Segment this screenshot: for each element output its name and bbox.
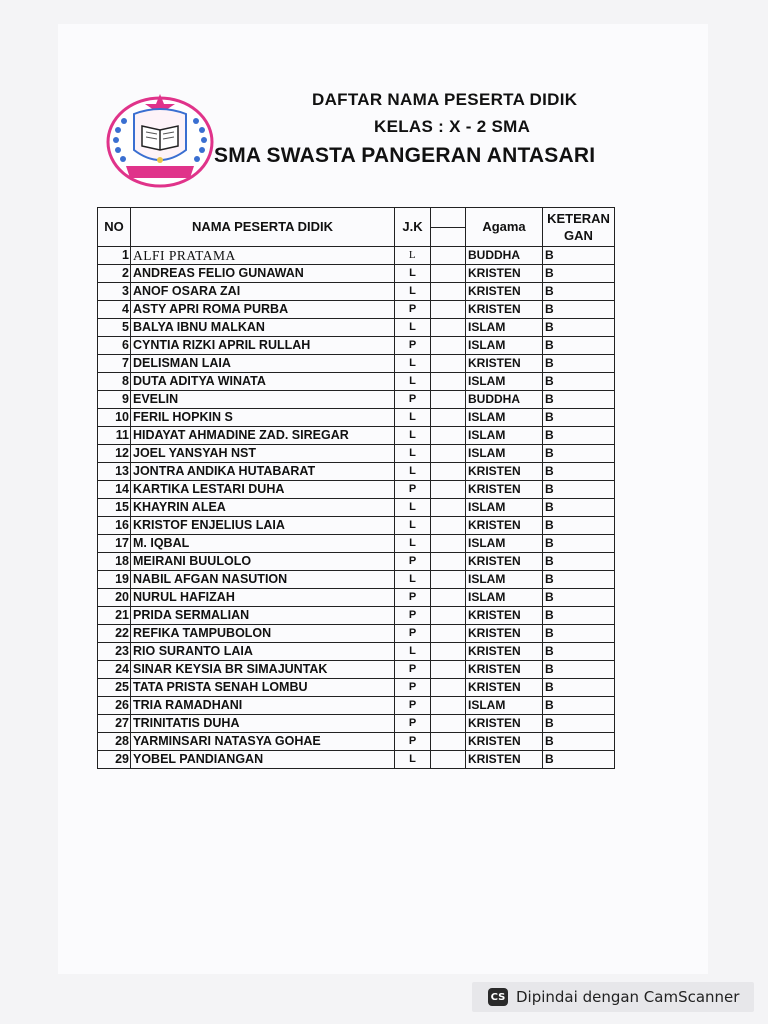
table-row [98, 517, 615, 535]
religion: KRISTEN [466, 733, 543, 751]
gender: L [395, 355, 431, 373]
religion: ISLAM [466, 445, 543, 463]
row-number: 29 [98, 751, 131, 769]
student-name: JONTRA ANDIKA HUTABARAT [131, 463, 395, 481]
table-row [98, 283, 615, 301]
row-number: 5 [98, 319, 131, 337]
table-row [98, 535, 615, 553]
remark: B [543, 283, 615, 301]
religion: KRISTEN [466, 679, 543, 697]
blank-cell [431, 553, 466, 571]
table-row [98, 751, 615, 769]
header-name: NAMA PESERTA DIDIK [131, 208, 395, 247]
row-number: 15 [98, 499, 131, 517]
student-name: TRIA RAMADHANI [131, 697, 395, 715]
remark: B [543, 571, 615, 589]
table-row [98, 427, 615, 445]
row-number: 7 [98, 355, 131, 373]
gender: P [395, 661, 431, 679]
remark: B [543, 679, 615, 697]
student-name: ASTY APRI ROMA PURBA [131, 301, 395, 319]
remark: B [543, 589, 615, 607]
blank-cell [431, 661, 466, 679]
student-name: TATA PRISTA SENAH LOMBU [131, 679, 395, 697]
remark: B [543, 517, 615, 535]
row-number: 6 [98, 337, 131, 355]
header-jk: J.K [395, 208, 431, 247]
remark: B [543, 715, 615, 733]
blank-cell [431, 751, 466, 769]
gender: P [395, 301, 431, 319]
religion: ISLAM [466, 589, 543, 607]
gender: L [395, 499, 431, 517]
row-number: 3 [98, 283, 131, 301]
row-number: 11 [98, 427, 131, 445]
remark: B [543, 481, 615, 499]
remark: B [543, 733, 615, 751]
blank-cell [431, 247, 466, 265]
gender: P [395, 715, 431, 733]
religion: ISLAM [466, 337, 543, 355]
gender: P [395, 697, 431, 715]
gender: L [395, 571, 431, 589]
table-row [98, 391, 615, 409]
blank-cell [431, 535, 466, 553]
blank-cell [431, 571, 466, 589]
row-number: 19 [98, 571, 131, 589]
header-agama: Agama [466, 208, 543, 247]
table-row [98, 661, 615, 679]
table-row [98, 337, 615, 355]
table-row [98, 625, 615, 643]
student-name: ANOF OSARA ZAI [131, 283, 395, 301]
student-name: EVELIN [131, 391, 395, 409]
blank-cell [431, 499, 466, 517]
blank-cell [431, 517, 466, 535]
religion: ISLAM [466, 409, 543, 427]
student-name: KARTIKA LESTARI DUHA [131, 481, 395, 499]
row-number: 21 [98, 607, 131, 625]
row-number: 28 [98, 733, 131, 751]
blank-cell [431, 265, 466, 283]
gender: L [395, 283, 431, 301]
blank-cell [431, 733, 466, 751]
row-number: 1 [98, 247, 131, 265]
table-row [98, 319, 615, 337]
camscanner-watermark [472, 982, 754, 1012]
gender: L [395, 643, 431, 661]
table-row [98, 697, 615, 715]
camscanner-icon: CS [488, 988, 508, 1006]
religion: ISLAM [466, 697, 543, 715]
document-title: DAFTAR NAMA PESERTA DIDIK [312, 90, 578, 109]
row-number: 16 [98, 517, 131, 535]
gender: L [395, 751, 431, 769]
religion: ISLAM [466, 571, 543, 589]
student-name: MEIRANI BUULOLO [131, 553, 395, 571]
remark: B [543, 247, 615, 265]
table-row [98, 409, 615, 427]
blank-cell [431, 679, 466, 697]
religion: BUDDHA [466, 391, 543, 409]
table-header-row [98, 208, 615, 247]
remark: B [543, 625, 615, 643]
gender: L [395, 247, 431, 265]
religion: KRISTEN [466, 715, 543, 733]
religion: KRISTEN [466, 283, 543, 301]
table-row [98, 607, 615, 625]
remark: B [543, 751, 615, 769]
remark: B [543, 661, 615, 679]
header-no: NO [98, 208, 131, 247]
remark: B [543, 427, 615, 445]
gender: P [395, 679, 431, 697]
row-number: 18 [98, 553, 131, 571]
student-name: HIDAYAT AHMADINE ZAD. SIREGAR [131, 427, 395, 445]
remark: B [543, 463, 615, 481]
blank-cell [431, 319, 466, 337]
remark: B [543, 607, 615, 625]
blank-cell [431, 589, 466, 607]
student-name: ANDREAS FELIO GUNAWAN [131, 265, 395, 283]
blank-cell [431, 391, 466, 409]
student-name: REFIKA TAMPUBOLON [131, 625, 395, 643]
table-row [98, 265, 615, 283]
blank-cell [431, 337, 466, 355]
religion: KRISTEN [466, 301, 543, 319]
student-name: RIO SURANTO LAIA [131, 643, 395, 661]
gender: P [395, 589, 431, 607]
watermark-text: Dipindai dengan CamScanner [516, 988, 740, 1006]
table-row [98, 247, 615, 265]
religion: KRISTEN [466, 643, 543, 661]
blank-cell [431, 409, 466, 427]
student-name: DUTA ADITYA WINATA [131, 373, 395, 391]
student-name: PRIDA SERMALIAN [131, 607, 395, 625]
blank-cell [431, 715, 466, 733]
religion: ISLAM [466, 427, 543, 445]
gender: L [395, 463, 431, 481]
table-row [98, 355, 615, 373]
row-number: 2 [98, 265, 131, 283]
gender: P [395, 733, 431, 751]
remark: B [543, 265, 615, 283]
blank-cell [431, 607, 466, 625]
blank-cell [431, 463, 466, 481]
remark: B [543, 499, 615, 517]
table-row [98, 715, 615, 733]
row-number: 20 [98, 589, 131, 607]
school-crest-logo [104, 90, 220, 190]
school-name: SMA SWASTA PANGERAN ANTASARI [214, 144, 596, 167]
row-number: 14 [98, 481, 131, 499]
gender: L [395, 409, 431, 427]
remark: B [543, 409, 615, 427]
remark: B [543, 337, 615, 355]
blank-cell [431, 373, 466, 391]
religion: ISLAM [466, 535, 543, 553]
remark: B [543, 391, 615, 409]
religion: ISLAM [466, 499, 543, 517]
religion: ISLAM [466, 319, 543, 337]
student-name: KRISTOF ENJELIUS LAIA [131, 517, 395, 535]
gender: L [395, 445, 431, 463]
religion: ISLAM [466, 373, 543, 391]
religion: KRISTEN [466, 265, 543, 283]
blank-cell [431, 301, 466, 319]
religion: KRISTEN [466, 463, 543, 481]
religion: KRISTEN [466, 355, 543, 373]
table-row [98, 643, 615, 661]
table-row [98, 463, 615, 481]
religion: KRISTEN [466, 607, 543, 625]
religion: KRISTEN [466, 661, 543, 679]
remark: B [543, 319, 615, 337]
student-roster-table [97, 207, 615, 769]
blank-cell [431, 697, 466, 715]
remark: B [543, 697, 615, 715]
row-number: 9 [98, 391, 131, 409]
row-number: 13 [98, 463, 131, 481]
row-number: 8 [98, 373, 131, 391]
gender: L [395, 517, 431, 535]
remark: B [543, 355, 615, 373]
remark: B [543, 445, 615, 463]
gender: L [395, 319, 431, 337]
row-number: 10 [98, 409, 131, 427]
student-name: BALYA IBNU MALKAN [131, 319, 395, 337]
table-row [98, 679, 615, 697]
table-row [98, 445, 615, 463]
student-name: YARMINSARI NATASYA GOHAE [131, 733, 395, 751]
class-label: KELAS : X - 2 SMA [374, 117, 531, 136]
student-name: KHAYRIN ALEA [131, 499, 395, 517]
table-row [98, 589, 615, 607]
remark: B [543, 301, 615, 319]
gender: L [395, 427, 431, 445]
row-number: 26 [98, 697, 131, 715]
gender: L [395, 373, 431, 391]
religion: BUDDHA [466, 247, 543, 265]
remark: B [543, 643, 615, 661]
blank-cell [431, 445, 466, 463]
gender: L [395, 265, 431, 283]
religion: KRISTEN [466, 481, 543, 499]
table-row [98, 481, 615, 499]
blank-cell [431, 427, 466, 445]
row-number: 17 [98, 535, 131, 553]
student-name: M. IQBAL [131, 535, 395, 553]
religion: KRISTEN [466, 553, 543, 571]
gender: P [395, 625, 431, 643]
student-name: YOBEL PANDIANGAN [131, 751, 395, 769]
table-row [98, 571, 615, 589]
row-number: 12 [98, 445, 131, 463]
row-number: 25 [98, 679, 131, 697]
table-row [98, 499, 615, 517]
student-name: ALFI PRATAMA [131, 247, 395, 265]
gender: P [395, 391, 431, 409]
student-name: TRINITATIS DUHA [131, 715, 395, 733]
table-body [98, 247, 615, 769]
table-row [98, 553, 615, 571]
gender: L [395, 535, 431, 553]
table-row [98, 733, 615, 751]
remark: B [543, 535, 615, 553]
religion: KRISTEN [466, 625, 543, 643]
header-blank [431, 208, 466, 247]
student-name: DELISMAN LAIA [131, 355, 395, 373]
gender: P [395, 337, 431, 355]
row-number: 23 [98, 643, 131, 661]
remark: B [543, 553, 615, 571]
row-number: 22 [98, 625, 131, 643]
blank-cell [431, 643, 466, 661]
gender: P [395, 607, 431, 625]
row-number: 24 [98, 661, 131, 679]
blank-cell [431, 283, 466, 301]
student-name: FERIL HOPKIN S [131, 409, 395, 427]
header-keterangan: KETERAN GAN [543, 208, 615, 247]
gender: P [395, 553, 431, 571]
row-number: 27 [98, 715, 131, 733]
blank-cell [431, 625, 466, 643]
student-name: CYNTIA RIZKI APRIL RULLAH [131, 337, 395, 355]
blank-cell [431, 355, 466, 373]
religion: KRISTEN [466, 517, 543, 535]
student-name: NURUL HAFIZAH [131, 589, 395, 607]
row-number: 4 [98, 301, 131, 319]
student-name: NABIL AFGAN NASUTION [131, 571, 395, 589]
student-name: SINAR KEYSIA BR SIMAJUNTAK [131, 661, 395, 679]
gender: P [395, 481, 431, 499]
remark: B [543, 373, 615, 391]
table-row [98, 373, 615, 391]
religion: KRISTEN [466, 751, 543, 769]
table-row [98, 301, 615, 319]
student-name: JOEL YANSYAH NST [131, 445, 395, 463]
blank-cell [431, 481, 466, 499]
